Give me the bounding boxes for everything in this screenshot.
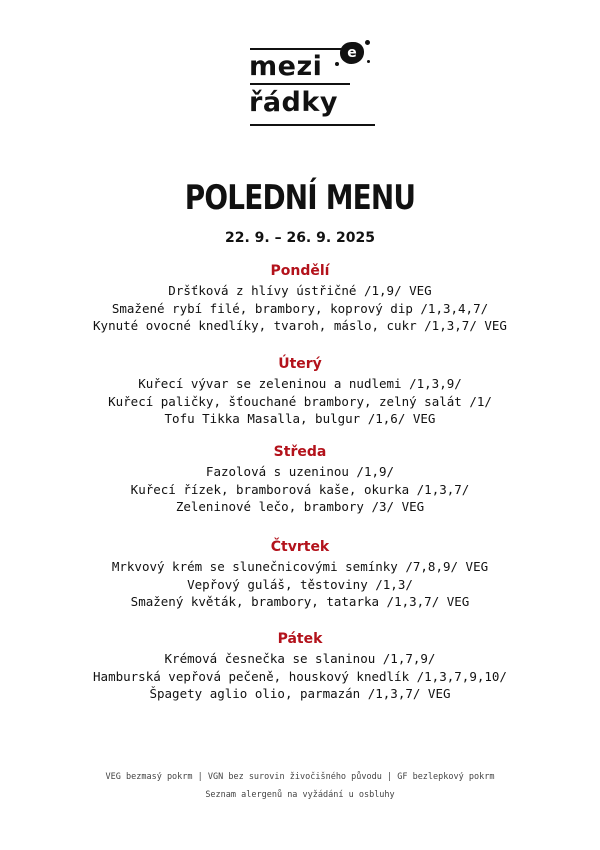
menu-item: Mrkvový krém se slunečnicovými semínky /7,8,9/ VEG [111, 559, 489, 574]
day-section-monday [0, 262, 600, 335]
menu-item: Hamburská vepřová pečeně, houskový knedlík /1,3,7,9,10/ [93, 668, 507, 684]
menu-item: Zeleninové lečo, brambory /3/ VEG [175, 499, 425, 514]
day-name: Pátek [277, 631, 323, 647]
logo-splatter-dot [367, 60, 370, 63]
menu-item: Smažené rybí filé, brambory, koprový dip /1,3,4,7/ [111, 300, 489, 316]
footer-legend: VEG bezmasý pokrm | VGN bez surovin živočišného původu | GF bezlepkový pokrm [105, 772, 495, 782]
logo [243, 38, 380, 134]
menu-item: Kuřecí řízek, bramborová kaše, okurka /1,3,7/ [130, 481, 470, 497]
menu-item: Fazolová s uzeninou /1,9/ [205, 464, 395, 479]
logo-rule-bottom [250, 124, 375, 126]
day-name: Pondělí [270, 263, 330, 279]
day-section-tuesday [0, 355, 600, 428]
menu-title: POLEDNÍ MENU [184, 178, 416, 218]
menu-item: Smažený květák, brambory, tatarka /1,3,7/ VEG [130, 594, 470, 609]
day-name: Středa [273, 444, 327, 460]
menu-dates: 22. 9. – 26. 9. 2025 [224, 230, 376, 246]
menu-item: Vepřový guláš, těstoviny /1,3/ [187, 576, 413, 592]
logo-splatter-dot [365, 40, 370, 45]
menu-item: Kynuté ovocné knedlíky, tvaroh, máslo, cukr /1,3,7/ VEG [93, 318, 507, 333]
logo-word-mezi: mezi [249, 51, 323, 82]
menu-item: Dršťková z hlívy ústřičné /1,9/ VEG [168, 283, 432, 298]
logo-word-radky: řádky [249, 87, 338, 118]
logo-e-badge: e [340, 42, 364, 64]
menu-item: Kuřecí vývar se zeleninou a nudlemi /1,3,9/ [138, 376, 462, 391]
day-section-wednesday [0, 443, 600, 516]
day-name: Čtvrtek [270, 539, 330, 555]
footer-allergens-note: Seznam alergenů na vyžádání u osbluhy [205, 790, 395, 800]
menu-item: Špagety aglio olio, parmazán /1,3,7/ VEG [149, 686, 451, 701]
day-name: Úterý [278, 356, 322, 372]
day-section-friday [0, 630, 600, 703]
logo-rule-top [250, 48, 350, 50]
logo-rule-middle [250, 83, 350, 85]
menu-item: Krémová česnečka se slaninou /1,7,9/ [164, 651, 436, 666]
logo-splatter-dot [335, 62, 339, 66]
day-section-thursday [0, 538, 600, 611]
menu-item: Kuřecí paličky, šťouchané brambory, zelný salát /1/ [108, 393, 492, 409]
menu-item: Tofu Tikka Masalla, bulgur /1,6/ VEG [164, 411, 436, 426]
